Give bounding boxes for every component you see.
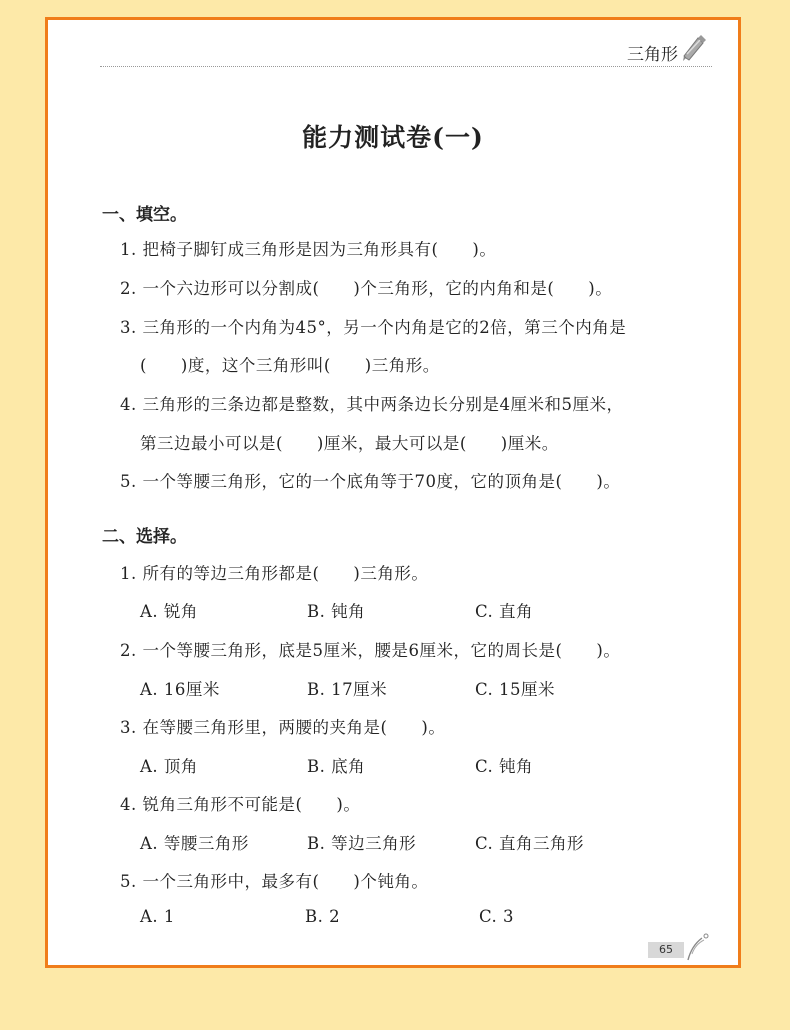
choice-q2-option-c: C. 15厘米 [475, 680, 556, 699]
choice-q2: 2. 一个等腰三角形，底是5厘米，腰是6厘米，它的周长是( )。 [120, 641, 621, 660]
choice-q3: 3. 在等腰三角形里，两腰的夹角是( )。 [120, 718, 446, 737]
fill-q5: 5. 一个等腰三角形，它的一个底角等于70度，它的顶角是( )。 [120, 472, 621, 491]
choice-q1-option-a: A. 锐角 [140, 602, 198, 621]
choice-q3-option-c: C. 钝角 [475, 757, 534, 776]
worksheet-page [45, 17, 741, 968]
choice-q3-option-a: A. 顶角 [140, 757, 198, 776]
page-header [100, 38, 712, 67]
fill-q4-line1: 4. 三角形的三条边都是整数，其中两条边长分别是4厘米和5厘米， [120, 395, 624, 414]
choice-q5-option-a: A. 1 [140, 907, 175, 926]
choice-q1-option-c: C. 直角 [475, 602, 534, 621]
choice-q4-option-c: C. 直角三角形 [475, 834, 585, 853]
chapter-title: 三角形 [627, 45, 678, 65]
choice-q1: 1. 所有的等边三角形都是( )三角形。 [120, 564, 429, 583]
pencil-icon [680, 34, 706, 62]
choice-q5-option-c: C. 3 [479, 907, 515, 926]
choice-q1-option-b: B. 钝角 [307, 602, 366, 621]
choice-q4-option-b: B. 等边三角形 [307, 834, 417, 853]
fill-q3-line1: 3. 三角形的一个内角为45°，另一个内角是它的2倍，第三个内角是 [120, 318, 627, 337]
choice-q4: 4. 锐角三角形不可能是( )。 [120, 795, 361, 814]
choice-q5: 5. 一个三角形中，最多有( )个钝角。 [120, 872, 429, 891]
fill-q2: 2. 一个六边形可以分割成( )个三角形，它的内角和是( )。 [120, 279, 613, 298]
choice-q2-option-a: A. 16厘米 [140, 680, 220, 699]
choice-q4-option-a: A. 等腰三角形 [140, 834, 249, 853]
fill-q4-line2: 第三边最小可以是( )厘米，最大可以是( )厘米。 [140, 434, 559, 453]
choice-q5-option-b: B. 2 [305, 907, 341, 926]
choice-q2-option-b: B. 17厘米 [307, 680, 388, 699]
choice-q3-option-b: B. 底角 [307, 757, 366, 776]
quill-decoration-icon [684, 932, 712, 962]
fill-q1: 1. 把椅子脚钉成三角形是因为三角形具有( )。 [120, 240, 497, 259]
section-fill-in-title: 一、填空。 [102, 205, 187, 225]
fill-q3-line2: ( )度，这个三角形叫( )三角形。 [140, 356, 440, 375]
section-choice-title: 二、选择。 [102, 527, 187, 547]
main-title: 能力测试卷(一) [302, 123, 484, 152]
page-number: 65 [648, 942, 684, 958]
